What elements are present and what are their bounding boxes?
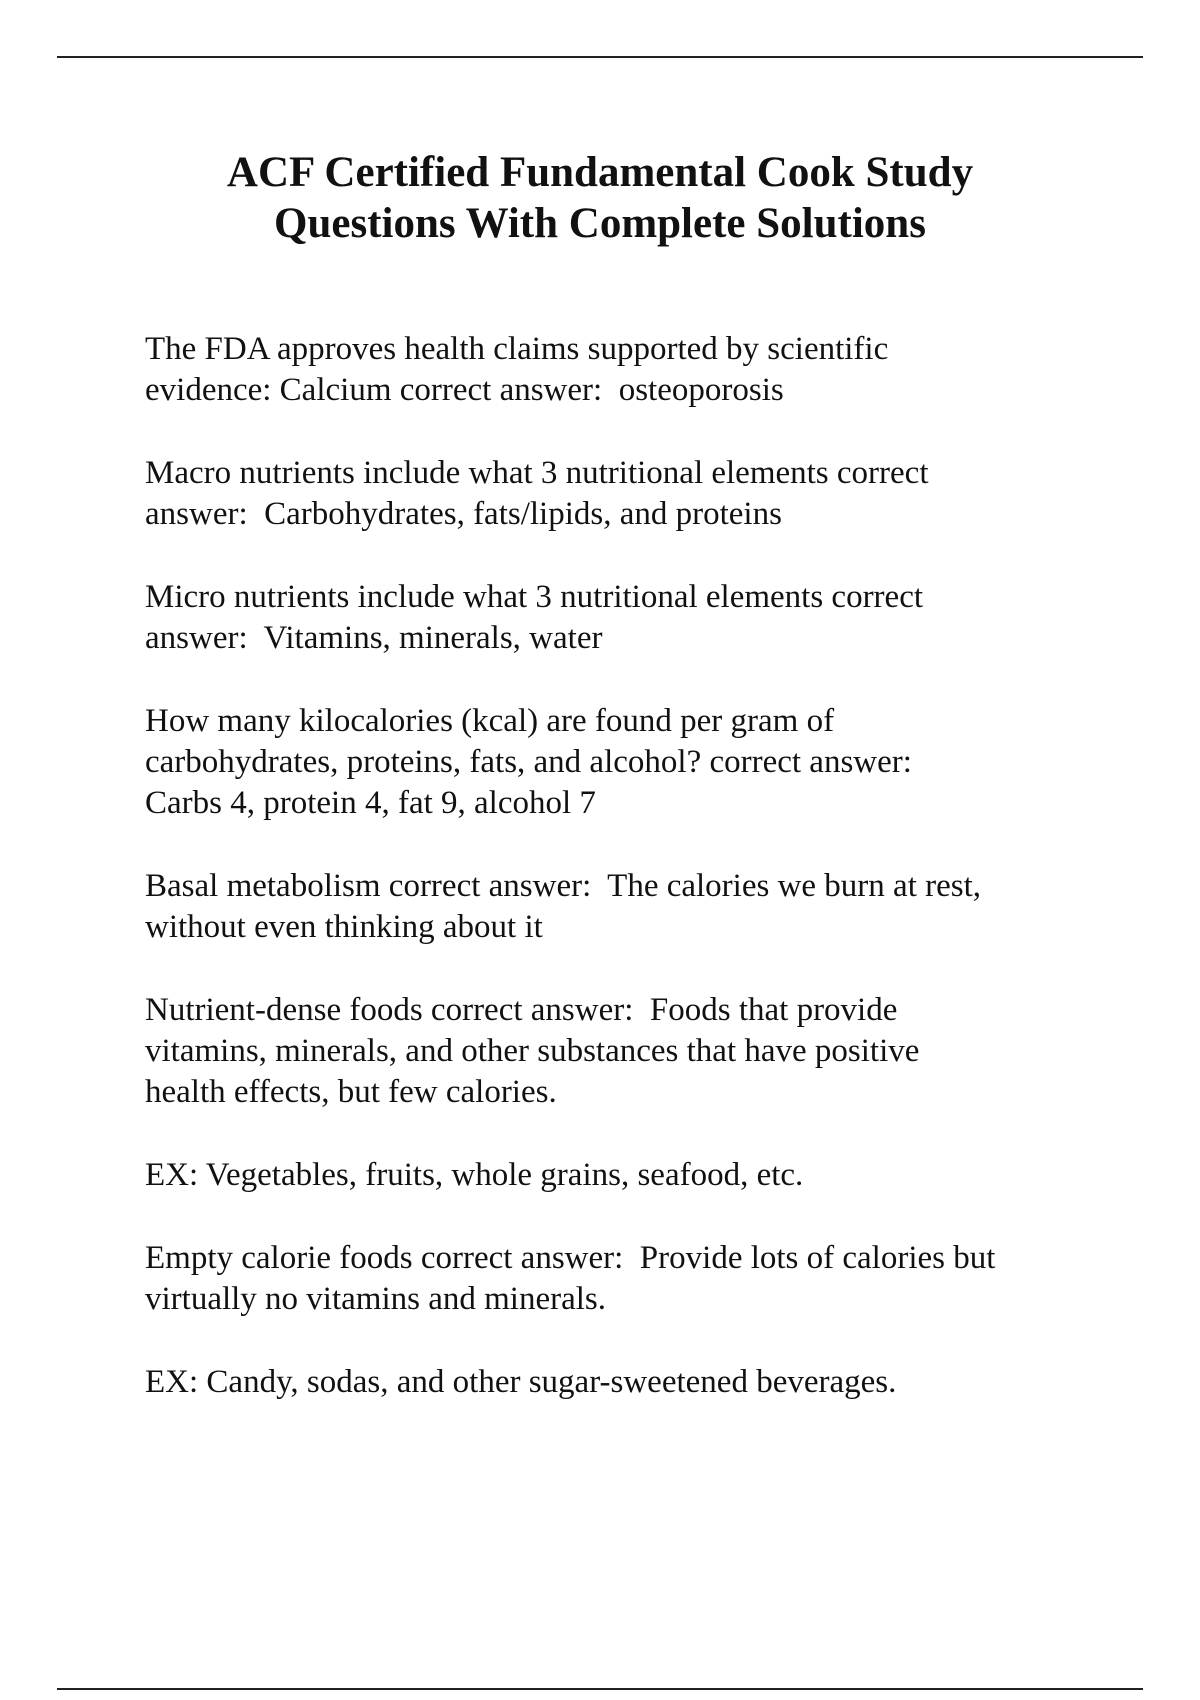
example-paragraph: EX: Vegetables, fruits, whole grains, seafood, etc. (145, 1157, 804, 1193)
top-rule (57, 56, 1143, 58)
example-paragraph: EX: Candy, sodas, and other sugar-sweetened beverages. (145, 1364, 897, 1400)
qa-paragraph: The FDA approves health claims supported by scientific evidence: Calcium correct answer: osteoporosis (145, 331, 889, 408)
title-line: Questions With Complete Solutions (274, 200, 926, 247)
qa-paragraph: Basal metabolism correct answer: The calories we burn at rest, without even thinking about it (145, 868, 982, 945)
title-line: ACF Certified Fundamental Cook Study (226, 149, 974, 196)
bottom-rule (57, 1688, 1143, 1690)
qa-paragraph: Empty calorie foods correct answer: Provide lots of calories but virtually no vitamins and minerals. (145, 1240, 996, 1317)
qa-paragraph: Micro nutrients include what 3 nutritional elements correct answer: Vitamins, minerals, water (145, 579, 924, 656)
qa-paragraph: How many kilocalories (kcal) are found per gram of carbohydrates, proteins, fats, and alcohol? correct answer: Carbs 4, protein 4, fat 9, alcohol 7 (145, 703, 912, 821)
qa-paragraph: Macro nutrients include what 3 nutritional elements correct answer: Carbohydrates, fats/lipids, and proteins (145, 455, 929, 532)
qa-paragraph: Nutrient-dense foods correct answer: Foods that provide vitamins, minerals, and other substances that have positive health effects, but few calories. (145, 992, 920, 1110)
page-title (120, 147, 1080, 249)
document-body (145, 329, 1100, 1445)
